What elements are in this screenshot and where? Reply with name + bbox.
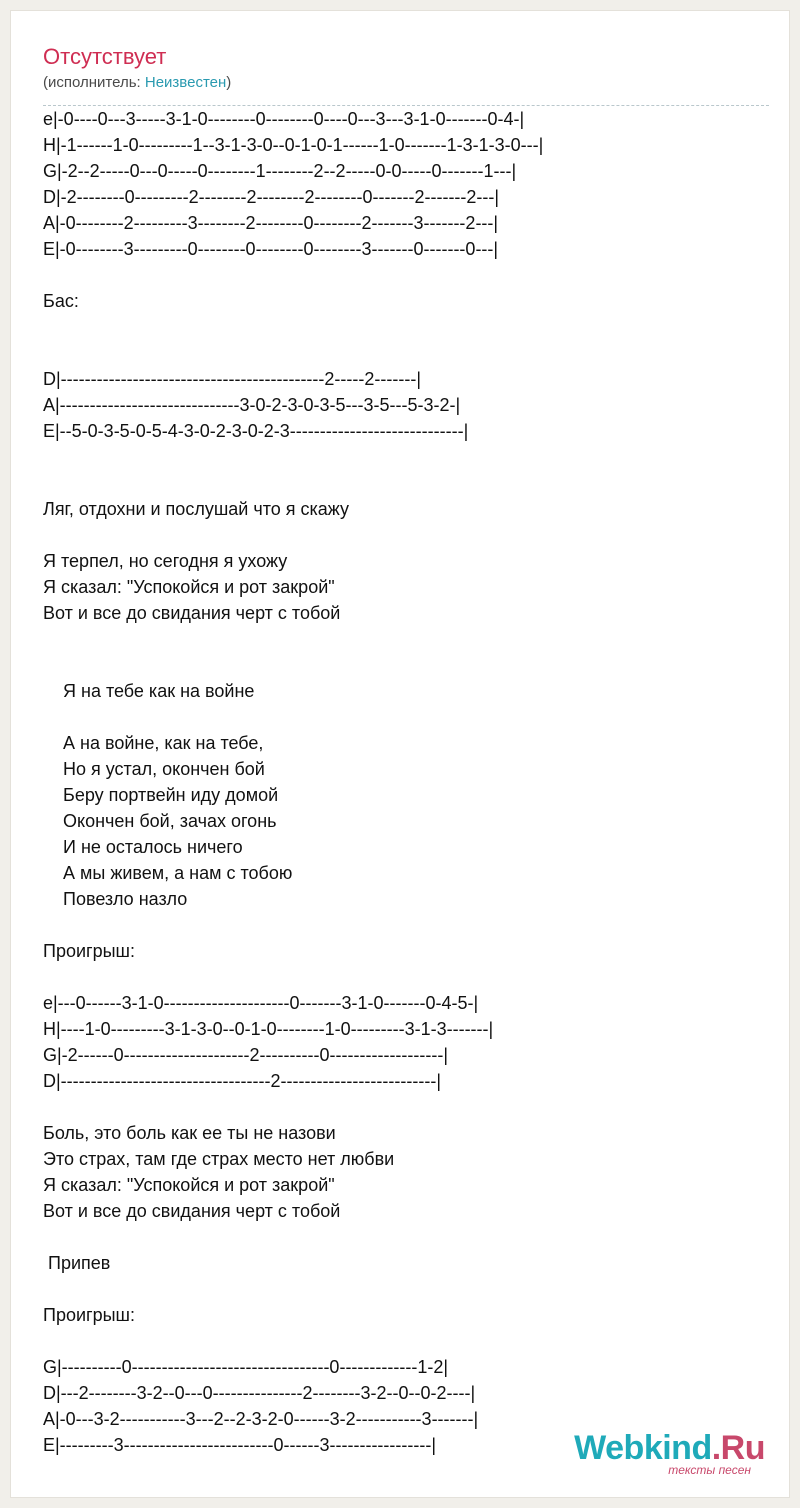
artist-prefix: (исполнитель:	[43, 74, 145, 91]
logo-wordmark	[574, 1429, 765, 1467]
webkind-logo[interactable]	[565, 1429, 765, 1481]
song-title: Отсутствует	[43, 44, 167, 69]
logo-tagline: тексты песен	[668, 1463, 751, 1477]
logo-main-text: Webkind	[574, 1429, 712, 1467]
artist-line	[43, 73, 231, 93]
song-header	[43, 43, 769, 106]
lyrics-and-tabs: e|-0----0---3-----3-1-0--------0--------0----0---3---3-1-0-------0-4-| H|-1------1-0---------1--3-1-3-0--0-1-0-1------1-0-------1-3-1-3-0---| G|-2--2-----0---0-----0--------1--------2--2-----0-0-----0-------1---| D|-2--------0---------2--------2--------2--------0-------2-------2---| A|-0--------2---------3--------2--------0--------2-------3-------2---| E|-0--------3---------0--------0--------0--------3-------0-------0---| Бас: D|--------------------------------------------2-----2-------| A|------------------------------3-0-2-3-0-3-5---3-5---5-3-2-| E|--5-0-3-5-0-5-4-3-0-2-3-0-2-3-----------------------------| Ляг, отдохни и послушай что я скажу Я терпел, но сегодня я ухожу Я сказал: "Успокойся и рот закрой" Вот и все до свидания черт с тобой Я на тебе как на войне А на войне, как на тебе, Но я устал, окончен бой Беру портвейн иду домой Окончен бой, зачах огонь И не осталось ничего А мы живем, а нам с тобою Повезло назло Проигрыш: e|---0------3-1-0---------------------0-------3-1-0-------0-4-5-| H|----1-0---------3-1-3-0--0-1-0--------1-0---------3-1-3-------| G|-2------0---------------------2----------0-------------------| D|-----------------------------------2--------------------------| Боль, это боль как ее ты не назови Это страх, там где страх место нет любви Я сказал: "Успокойся и рот закрой" Вот и все до свидания черт с тобой Припев Проигрыш: G|----------0---------------------------------0-------------1-2| D|---2--------3-2--0---0---------------2--------3-2--0--0-2----| A|-0---3-2-----------3---2--2-3-2-0------3-2-----------3-------| E|---------3-------------------------0------3-----------------|	[43, 109, 544, 1455]
logo-accent-text: .Ru	[711, 1429, 765, 1467]
artist-suffix: )	[226, 74, 232, 91]
page-card	[10, 10, 790, 1498]
artist-link[interactable]: Неизвестен	[144, 74, 227, 91]
